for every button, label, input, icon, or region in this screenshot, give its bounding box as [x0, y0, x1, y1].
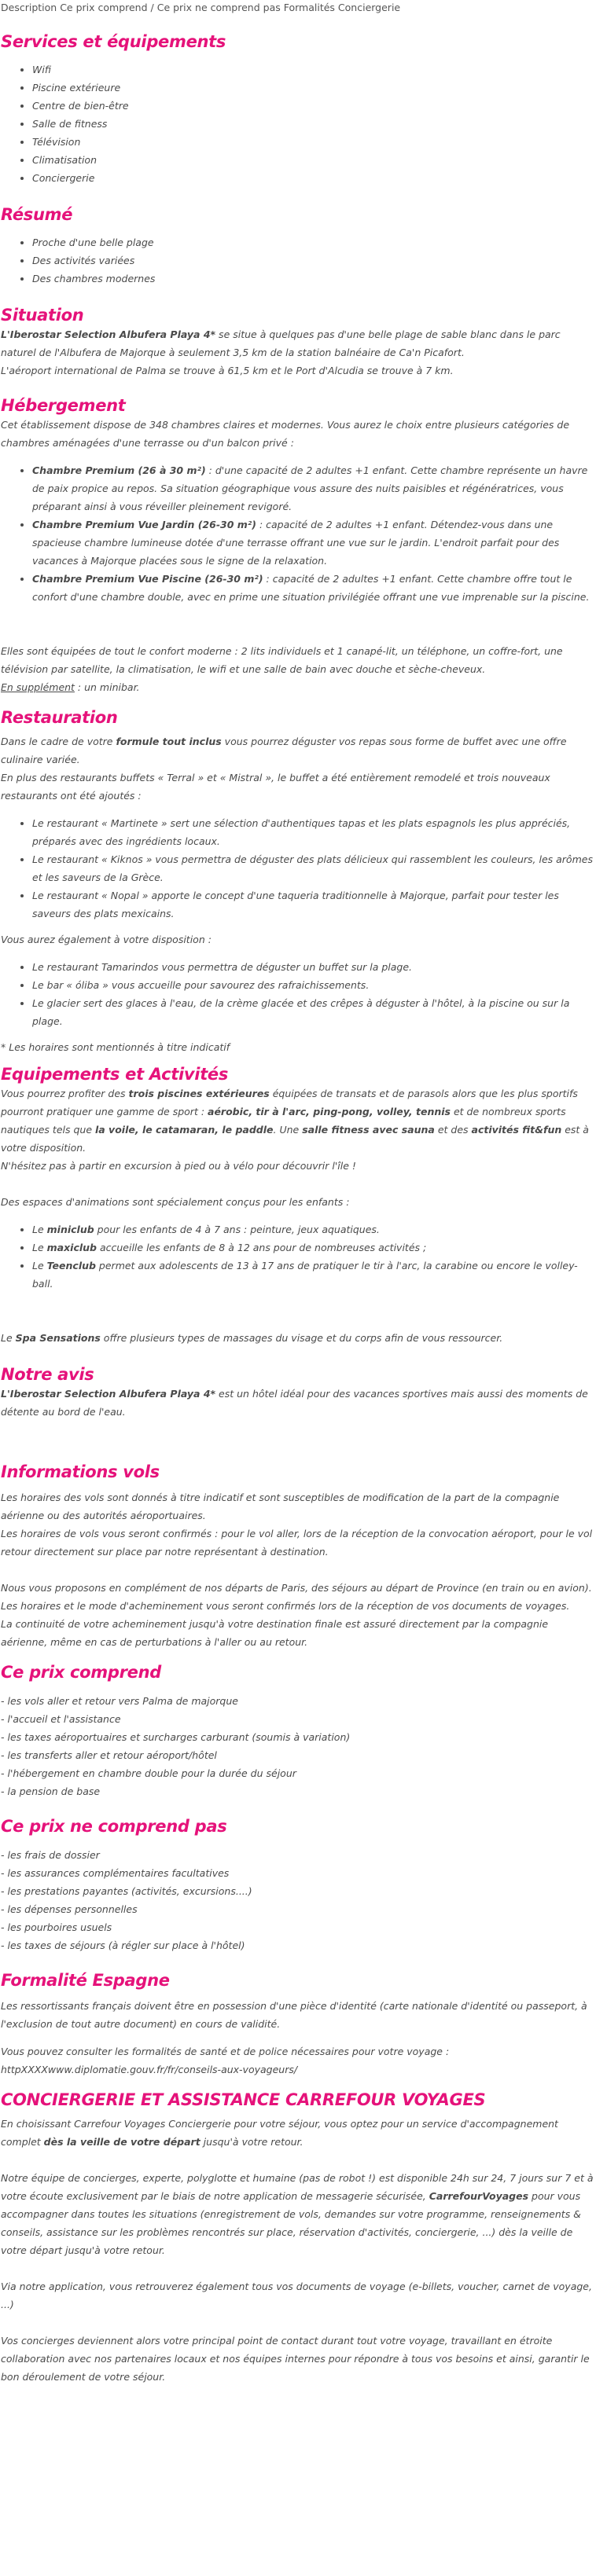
ne-comprend-list: [1, 1846, 594, 1954]
list-item: - les taxes de séjours (à régler sur place à l'hôtel): [1, 1939, 245, 1951]
spa-text: Le Spa Sensations offre plusieurs types de massages du visage et du corps afin de vous ressourcer.: [1, 1332, 503, 1344]
formalite-url[interactable]: httpXXXXwww.diplomatie.gouv.fr/fr/conseils-aux-voyageurs/: [1, 2064, 298, 2075]
comprend-title: Ce prix comprend: [1, 1663, 161, 1682]
list-item: - les taxes aéroportuaires et surcharges carburant (soumis à variation): [1, 1731, 351, 1743]
tab-description[interactable]: Description: [1, 2, 57, 13]
restauration-p1: Dans le cadre de votre formule tout inclus vous pourrez déguster vos repas sous forme de buffet avec une offre culinaire variée.: [1, 736, 567, 765]
list-item: • Le Teenclub permet aux adolescents de 13 à 17 ans de pratiquer le tir à l'arc, la carabine ou encore le volley-ball.: [32, 1257, 594, 1293]
ne-comprend-title: Ce prix ne comprend pas: [1, 1817, 227, 1836]
situation-text: L'Iberostar Selection Albufera Playa 4* se situe à quelques pas d'une belle plage de sable blanc dans le parc naturel de l'Albufera de Majorque à seulement 3,5 km de la station balnéaire de Ca'n Picafort.: [1, 328, 561, 358]
formalite-p2: Vous pouvez consulter les formalités de santé et de police nécessaires pour votre voyage :: [1, 2046, 450, 2057]
services-list: [1, 61, 594, 187]
vols-p5: La continuité de votre acheminement jusqu'à votre destination finale est assuré directement par la compagnie aérienne, même en cas de perturbations à l'aller ou au retour.: [1, 1618, 549, 1648]
avis-text: L'Iberostar Selection Albufera Playa 4* est un hôtel idéal pour des vacances sportives mais aussi des moments de détente au bord de l'eau.: [1, 1388, 588, 1418]
formalite-p1: Les ressortissants français doivent être en possession d'une pièce d'identité (carte nationale d'identité ou passeport, à l'exclusion de tout autre document) en cours de validité.: [1, 2000, 587, 2030]
services-title: Services et équipements: [1, 32, 226, 51]
new-restaurants-list: [1, 814, 594, 923]
tab-bar: Description Ce prix comprend / Ce prix ne comprend pas Formalités Conciergerie: [1, 2, 401, 13]
hebergement-equip: Elles sont équipées de tout le confort moderne : 2 lits individuels et 1 canapé-lit, un téléphone, un coffre-fort, une télévision par satellite, la climatisation, le wifi et une salle de bain avec douche et sèche-cheveux.: [1, 645, 563, 675]
list-item: • Le bar « óliba » vous accueille pour savourez des rafraichissements.: [32, 976, 594, 994]
vols-p2: Les horaires de vols vous seront confirmés : pour le vol aller, lors de la réception de la convocation aéroport, pour le vol retour directement sur place par notre représentant à destination.: [1, 1528, 593, 1558]
list-item: • Piscine extérieure: [32, 79, 594, 97]
restauration-title: Restauration: [1, 708, 118, 727]
list-item: - les frais de dossier: [1, 1849, 100, 1861]
conciergerie-title: CONCIERGERIE ET ASSISTANCE CARREFOUR VOYAGES: [1, 2090, 486, 2109]
avis-title: Notre avis: [1, 1365, 94, 1384]
list-item: • Conciergerie: [32, 169, 594, 187]
list-item: - les transferts aller et retour aéroport/hôtel: [1, 1749, 217, 1761]
list-item: • Chambre Premium Vue Piscine (26-30 m²) : capacité de 2 adultes +1 enfant. Cette chambre offre tout le confort d'une chambre double, avec en prime une situation privilégiée offrant une vue imprenable sur la piscine.: [32, 570, 594, 606]
tab-conciergerie[interactable]: Conciergerie: [337, 2, 401, 13]
list-item: - les assurances complémentaires facultatives: [1, 1867, 230, 1879]
list-item: • Le restaurant « Martinete » sert une sélection d'authentiques tapas et les plats espagnols les plus appréciés, préparés avec des ingrédients locaux.: [32, 814, 594, 850]
list-item: - les prestations payantes (activités, excursions....): [1, 1885, 252, 1897]
vols-p3: Nous vous proposons en complément de nos départs de Paris, des séjours au départ de Province (en train ou en avion).: [1, 1582, 592, 1594]
hotel-name: L'Iberostar Selection Albufera Playa 4*: [1, 328, 216, 340]
list-item: • Des chambres modernes: [32, 270, 594, 288]
list-item: • Salle de fitness: [32, 115, 594, 133]
list-item: • Des activités variées: [32, 251, 594, 270]
list-item: • Le restaurant Tamarindos vous permettra de déguster un buffet sur la plage.: [32, 958, 594, 976]
list-item: • Wifi: [32, 61, 594, 79]
conciergerie-p2: Notre équipe de concierges, experte, polyglotte et humaine (pas de robot !) est disponible 24h sur 24, 7 jours sur 7 et à votre écoute exclusivement par le biais de notre application de messagerie sécurisée, CarrefourVoyages pour vous accompagner dans toutes les situations (enregistrement de vols, demandes sur votre programme, renseignements & conseils, assistance sur les problèmes rencontrés sur place, réservation d'activités, conciergerie, ...) dès la veille de votre départ jusqu'à votre retour.: [1, 2172, 594, 2256]
list-item: • Chambre Premium (26 à 30 m²) : d'une capacité de 2 adultes +1 enfant. Cette chambre représente un havre de paix propice au repos. Sa situation géographique vous assure des nuits paisibles et régénératrices, vous préparant ainsi à vous réveiller pleinement revigoré.: [32, 461, 594, 516]
rooms-list: [1, 461, 594, 606]
list-item: • Climatisation: [32, 151, 594, 169]
list-item: • Le restaurant « Nopal » apporte le concept d'une taqueria traditionnelle à Majorque, parfait pour tester les saveurs des plats mexicains.: [32, 886, 594, 923]
activites-p1: Vous pourrez profiter des trois piscines extérieures équipées de transats et de parasols alors que les plus sportifs pourront pratiquer une gamme de sport : aérobic, tir à l'arc, ping-pong, volley, tennis et de nombreux sports nautiques tels que la voile, le catamaran, le paddle. Une salle fitness avec sauna et des activités fit&fun est à votre disposition.: [1, 1088, 589, 1154]
list-item: - les vols aller et retour vers Palma de majorque: [1, 1695, 238, 1707]
comprend-list: [1, 1692, 594, 1800]
hebergement-intro: Cet établissement dispose de 348 chambres claires et modernes. Vous aurez le choix entre plusieurs catégories de chambres aménagées d'une terrasse ou d'un balcon privé :: [1, 419, 570, 449]
formalite-title: Formalité Espagne: [1, 1971, 170, 1990]
vols-p4: Les horaires et le mode d'acheminement vous seront confirmés lors de la réception de vos documents de voyages.: [1, 1600, 570, 1612]
activites-p3: Des espaces d'animations sont spécialement conçus pour les enfants :: [1, 1196, 350, 1208]
activites-p2: N'hésitez pas à partir en excursion à pied ou à vélo pour découvrir l'île !: [1, 1160, 356, 1172]
hebergement-supplement: En supplément : un minibar.: [1, 681, 140, 693]
vols-p1: Les horaires des vols sont donnés à titre indicatif et sont susceptibles de modification de la part de la compagnie aérienne ou des autorités aéroportuaires.: [1, 1492, 560, 1521]
list-item: • Centre de bien-être: [32, 97, 594, 115]
restauration-p2: En plus des restaurants buffets « Terral » et « Mistral », le buffet a été entièrement remodelé et trois nouveaux restaurants ont été ajoutés :: [1, 772, 550, 802]
activites-title: Equipements et Activités: [1, 1065, 229, 1084]
restauration-p3: Vous aurez également à votre disposition :: [1, 934, 212, 945]
conciergerie-p3: Via notre application, vous retrouverez également tous vos documents de voyage (e-billets, voucher, carnet de voyage, ...): [1, 2281, 592, 2310]
list-item: - la pension de base: [1, 1785, 101, 1797]
list-item: - l'hébergement en chambre double pour la durée du séjour: [1, 1767, 296, 1779]
list-item: - les pourboires usuels: [1, 1921, 112, 1933]
situation-title: Situation: [1, 306, 84, 325]
other-restaurants-list: [1, 958, 594, 1030]
restauration-note: * Les horaires sont mentionnés à titre indicatif: [1, 1041, 230, 1053]
list-item: • Proche d'une belle plage: [32, 233, 594, 251]
tab-ce-prix-comprend[interactable]: Ce prix comprend: [60, 2, 148, 13]
resume-title: Résumé: [1, 205, 73, 224]
list-item: • Le glacier sert des glaces à l'eau, de la crème glacée et des crêpes à déguster à l'hôtel, à la piscine ou sur la plage.: [32, 994, 594, 1030]
list-item: • Le miniclub pour les enfants de 4 à 7 ans : peinture, jeux aquatiques.: [32, 1220, 594, 1238]
resume-list: [1, 233, 594, 288]
vols-title: Informations vols: [1, 1462, 160, 1481]
list-item: • Le maxiclub accueille les enfants de 8 à 12 ans pour de nombreuses activités ;: [32, 1238, 594, 1257]
tab-ce-prix-ne-comprend-pas[interactable]: Ce prix ne comprend pas: [156, 2, 281, 13]
conciergerie-p4: Vos concierges deviennent alors votre principal point de contact durant tout votre voyage, travaillant en étroite collaboration avec nos partenaires locaux et nos équipes internes pour répondre à tous vos besoins et ainsi, garantir le bon déroulement de votre séjour.: [1, 2335, 590, 2383]
tab-formalites[interactable]: Formalités: [283, 2, 335, 13]
situation-airport: L'aéroport international de Palma se trouve à 61,5 km et le Port d'Alcudia se trouve à 7 km.: [1, 365, 454, 376]
list-item: - les dépenses personnelles: [1, 1903, 138, 1915]
list-item: • Le restaurant « Kiknos » vous permettra de déguster des plats délicieux qui rassemblent les couleurs, les arômes et les saveurs de la Grèce.: [32, 850, 594, 886]
conciergerie-p1: En choisissant Carrefour Voyages Conciergerie pour votre séjour, vous optez pour un service d'accompagnement complet dès la veille de votre départ jusqu'à votre retour.: [1, 2118, 558, 2148]
hebergement-title: Hébergement: [1, 396, 126, 415]
list-item: • Chambre Premium Vue Jardin (26-30 m²) : capacité de 2 adultes +1 enfant. Détendez-vous dans une spacieuse chambre lumineuse dotée d'une terrasse offrant une vue sur le jardin. L'endroit parfait pour des vacances à Majorque placées sous le signe de la relaxation.: [32, 516, 594, 570]
list-item: • Télévision: [32, 133, 594, 151]
kids-clubs-list: [1, 1220, 594, 1293]
list-item: - l'accueil et l'assistance: [1, 1713, 121, 1725]
